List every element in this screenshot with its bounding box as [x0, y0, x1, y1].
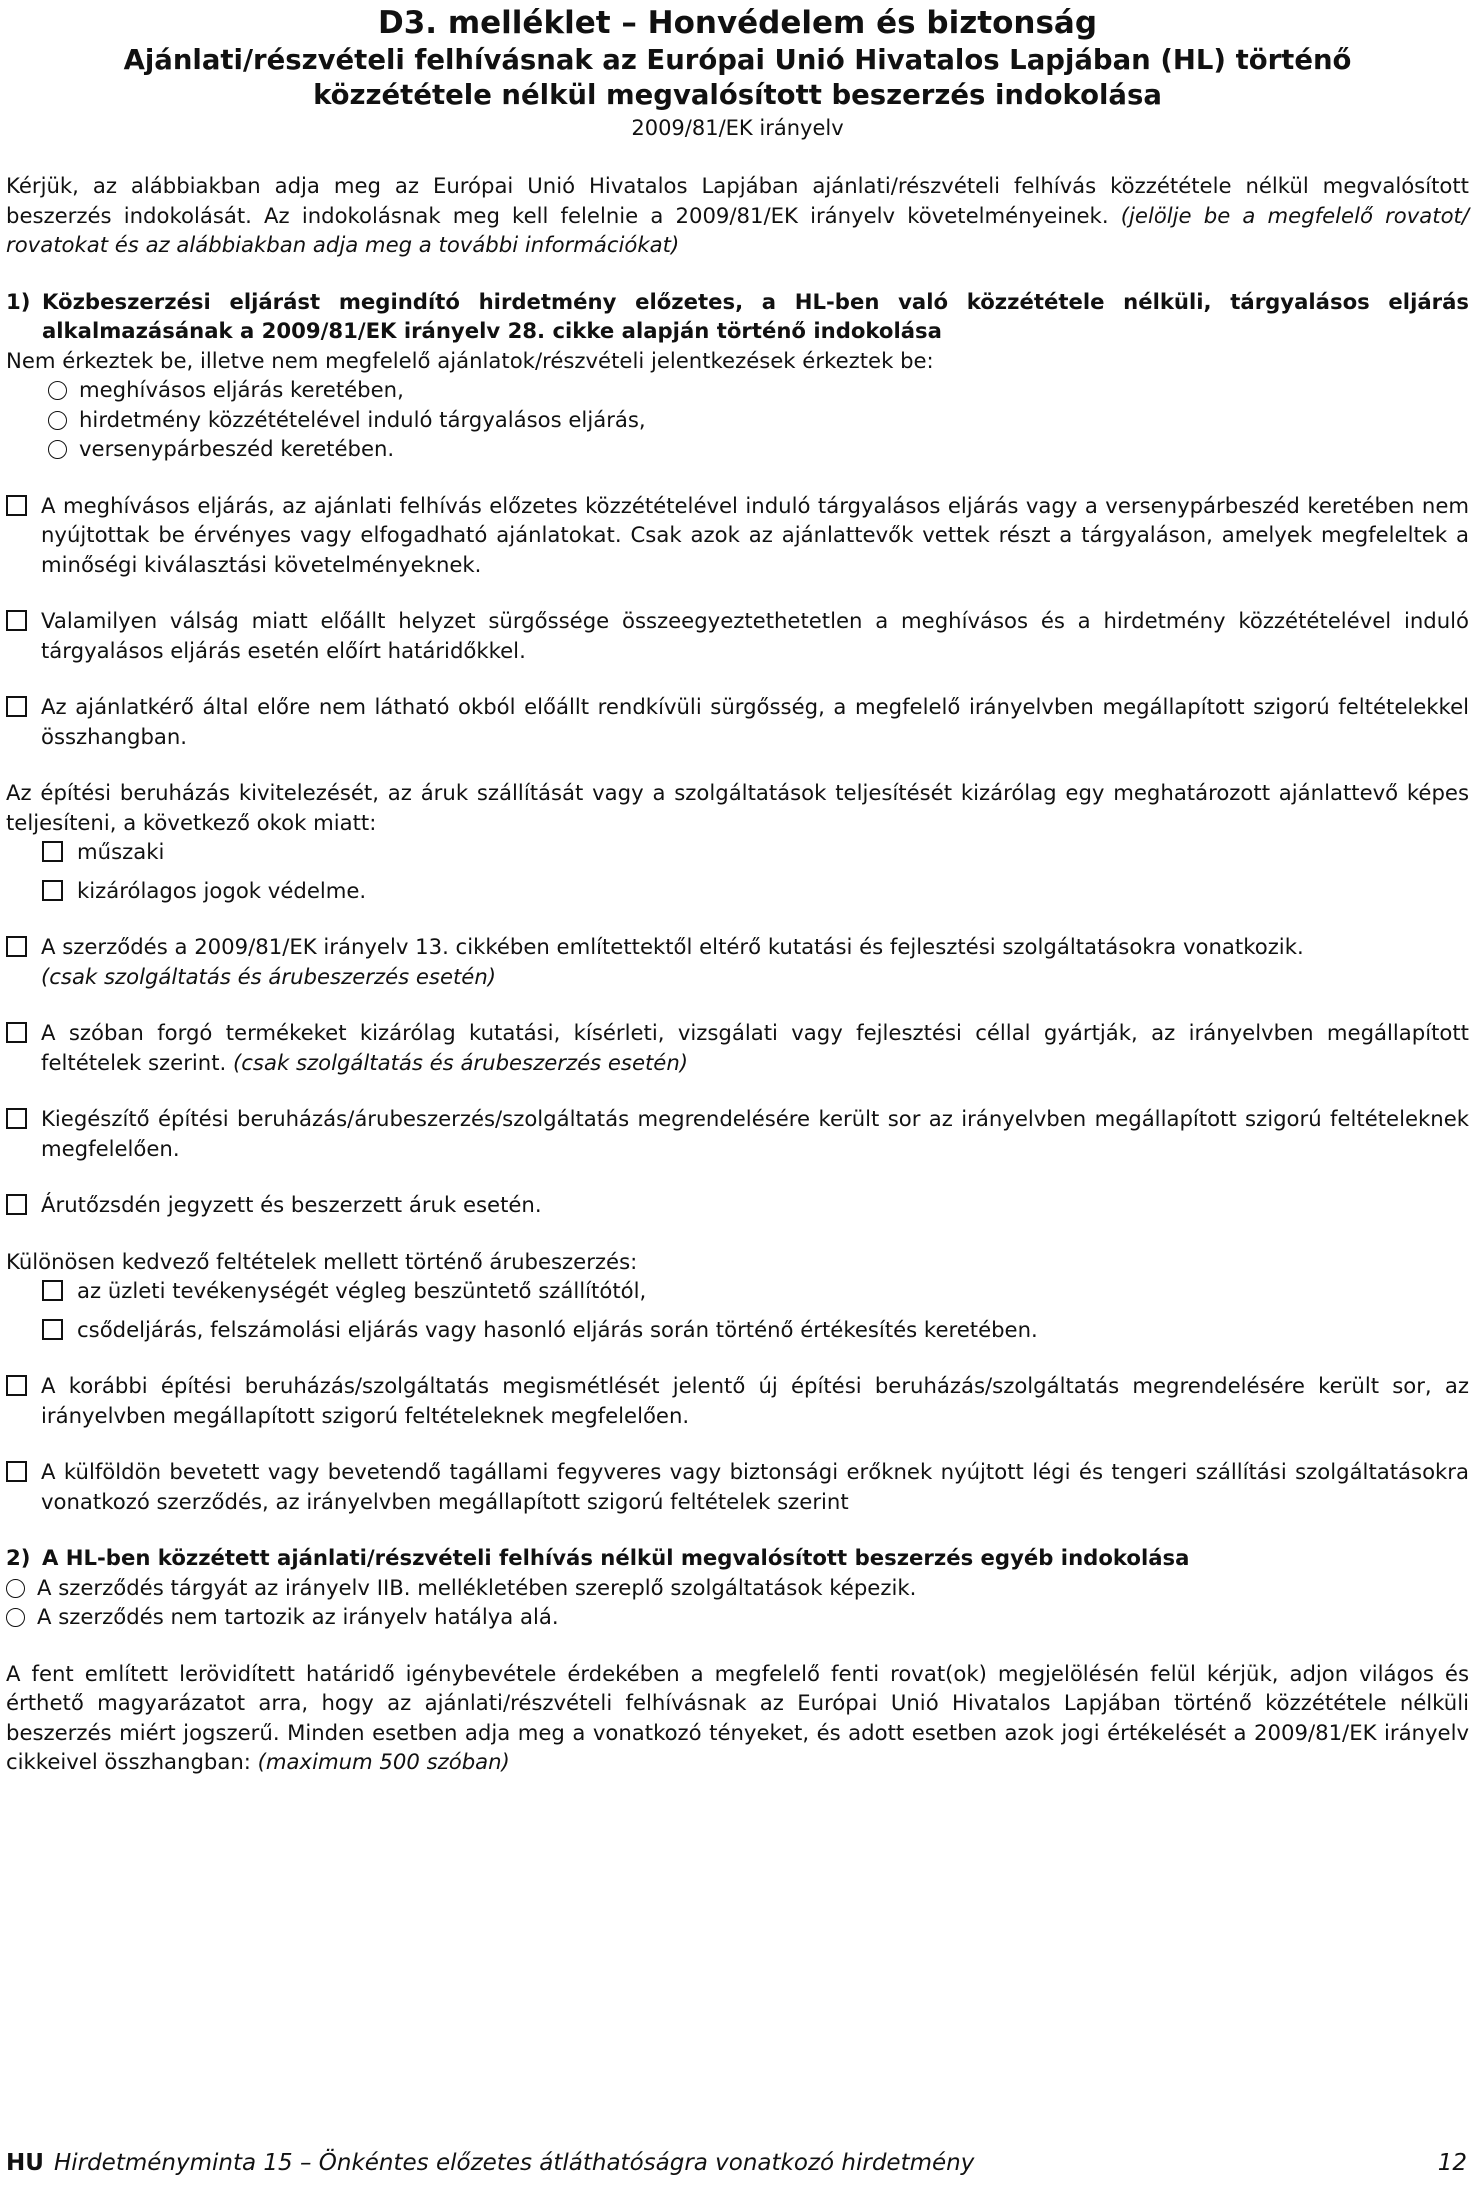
- checkbox[interactable]: [42, 1280, 63, 1301]
- intro-text: Kérjük, az alábbiakban adja meg az Európai Unió Hivatalos Lapjában ajánlati/részvételi felhívás közzététele nélkül megvalósított beszerzés indokolását. Az indokolásnak meg kell felelnie a 2009/81/EK irányelv követelményeinek.: [6, 173, 1469, 228]
- radio-label: versenypárbeszéd keretében.: [79, 436, 395, 461]
- page-footer: [6, 2148, 1467, 2178]
- checkbox[interactable]: [6, 1194, 27, 1215]
- radio-option-hirdetmeny[interactable]: [48, 405, 1469, 435]
- no-offers-intro: Nem érkeztek be, illetve nem megfelelő ajánlatok/részvételi jelentkezések érkeztek be:: [6, 347, 934, 373]
- footer-title: Hirdetményminta 15 – Önkéntes előzetes átláthatóságra vonatkozó hirdetmény: [53, 2150, 975, 2176]
- radio-button[interactable]: [48, 381, 67, 400]
- radio-label: hirdetmény közzétételével induló tárgyalásos eljárás,: [79, 406, 646, 432]
- favourable-conditions-intro: Különösen kedvező feltételek mellett történő árubeszerzés:: [6, 1248, 638, 1274]
- checkbox-item-insolvency[interactable]: [42, 1315, 1469, 1345]
- checkbox-label-text: A szóban forgó termékeket kizárólag kutatási, kísérleti, vizsgálati vagy fejlesztési céllal gyártják, az irányelvben megállapított feltételek szerint.: [41, 1020, 1469, 1075]
- radio-option-meghivasos[interactable]: [48, 375, 1469, 405]
- form-subtitle-line-1: Ajánlati/részvételi felhívásnak az Európai Unió Hivatalos Lapjában (HL) történő: [123, 44, 1352, 76]
- document-page: [6, 0, 1469, 1777]
- checkbox[interactable]: [6, 696, 27, 717]
- checkbox-item-technical[interactable]: [42, 837, 1469, 867]
- section-1-number: 1): [6, 288, 31, 314]
- section-2-heading: [6, 1543, 1469, 1573]
- radio-option-versenyparbeszed[interactable]: [48, 434, 1469, 464]
- checkbox[interactable]: [6, 1022, 27, 1043]
- closing-paragraph: [6, 1659, 1469, 1777]
- single-supplier-intro: Az építési beruházás kivitelezését, az áruk szállítását vagy a szolgáltatások teljesítését kizárólag egy meghatározott ajánlattevő képes teljesíteni, a következő okok miatt:: [6, 780, 1469, 835]
- checkbox-label: az üzleti tevékenységét végleg beszüntető szállítótól,: [77, 1278, 647, 1303]
- checkbox-label: A korábbi építési beruházás/szolgáltatás megismétlését jelentő új építési beruházás/szolgáltatás megrendelésére került sor, az irányelvben megállapított szigorú feltételeknek megfelelően.: [41, 1373, 1469, 1428]
- radio-label: A szerződés tárgyát az irányelv IIB. mellékletében szereplő szolgáltatások képezik.: [37, 1574, 917, 1600]
- radio-button[interactable]: [48, 411, 67, 430]
- checkbox-item-crisis[interactable]: [6, 606, 1469, 665]
- checkbox-label-note: (csak szolgáltatás és árubeszerzés esetén): [41, 963, 497, 989]
- checkbox[interactable]: [42, 841, 63, 862]
- section-2-title: A HL-ben közzétett ajánlati/részvételi felhívás nélkül megvalósított beszerzés egyéb indokolása: [42, 1545, 1190, 1570]
- intro-paragraph: [6, 171, 1469, 260]
- checkbox-item-research[interactable]: [6, 932, 1469, 991]
- checkbox[interactable]: [6, 495, 27, 516]
- footer-language: HU: [6, 2150, 44, 2176]
- checkbox[interactable]: [6, 936, 27, 957]
- section-1-heading: [6, 287, 1469, 346]
- checkbox-label: kizárólagos jogok védelme.: [77, 877, 367, 903]
- single-supplier-checkbox-group: [6, 837, 1469, 905]
- radio-label: A szerződés nem tartozik az irányelv hatálya alá.: [37, 1604, 559, 1629]
- checkbox-label: Valamilyen válság miatt előállt helyzet sürgőssége összeegyeztethetetlen a meghívásos és a hirdetmény közzétételével induló tárgyalásos eljárás esetén előírt határidőkkel.: [41, 608, 1469, 663]
- checkbox-item-no-valid-offers[interactable]: [6, 491, 1469, 580]
- checkbox-item-commodity-market[interactable]: [6, 1190, 1469, 1220]
- directive-reference: 2009/81/EK irányelv: [631, 116, 844, 140]
- radio-button[interactable]: [6, 1579, 25, 1598]
- checkbox-label-text: A szerződés a 2009/81/EK irányelv 13. cikkében említettektől eltérő kutatási és fejlesztési szolgáltatásokra vonatkozik.: [41, 934, 1304, 959]
- closing-text: A fent említett lerövidített határidő igénybevétele érdekében a megfelelő fenti rovat(ok) megjelölésén felül kérjük, adjon világos és érthető magyarázatot arra, hogy az ajánlati/részvételi felhívásnak az Európai Unió Hivatalos Lapjában történő közzététele nélküli beszerzés miért jogszerű. Minden esetben adja meg a vonatkozó tényeket, és adott esetben azok jogi értékelését a 2009/81/EK irányelv cikkeivel összhangban:: [6, 1660, 1469, 1774]
- favourable-conditions-checkbox-group: [6, 1276, 1469, 1344]
- checkbox-item-additional[interactable]: [6, 1104, 1469, 1163]
- checkbox-item-winding-up[interactable]: [42, 1276, 1469, 1306]
- checkbox[interactable]: [42, 1319, 63, 1340]
- checkbox-label-note: (csak szolgáltatás és árubeszerzés esetén): [233, 1049, 689, 1075]
- checkbox-label: [41, 932, 1469, 991]
- checkbox-label: Az ajánlatkérő által előre nem látható okból előállt rendkívüli sürgősség, a megfelelő irányelvben megállapított szigorú feltételekkel összhangban.: [41, 694, 1469, 749]
- checkbox[interactable]: [6, 1108, 27, 1129]
- intro-instruction: (jelölje be a megfelelő rovatot/ rovatokat és az alábbiakban adja meg a további információkat): [6, 202, 1470, 257]
- radio-option-out-of-scope[interactable]: [6, 1602, 1469, 1632]
- checkbox[interactable]: [6, 1375, 27, 1396]
- section-2-number: 2): [6, 1545, 31, 1570]
- checkbox-label: A külföldön bevetett vagy bevetendő tagállami fegyveres vagy biztonsági erőknek nyújtott légi és tengeri szállítási szolgáltatásokra vonatkozó szerződés, az irányelvben megállapított szigorú feltételek szerint: [41, 1459, 1469, 1514]
- section-1-title: Közbeszerzési eljárást megindító hirdetmény előzetes, a HL-ben való közzététele nélküli, tárgyalásos eljárás alkalmazásának a 2009/81/EK irányelv 28. cikke alapján történő indokolása: [42, 288, 1469, 343]
- checkbox-label: Kiegészítő építési beruházás/árubeszerzés/szolgáltatás megrendelésére került sor az irányelvben megállapított szigorú feltételeknek megfelelően.: [41, 1106, 1469, 1161]
- checkbox-item-repetition[interactable]: [6, 1371, 1469, 1430]
- form-subtitle-line-2: közzététele nélkül megvalósított beszerzés indokolása: [313, 79, 1162, 111]
- checkbox-item-urgency[interactable]: [6, 692, 1469, 751]
- radio-label: meghívásos eljárás keretében,: [79, 377, 404, 402]
- checkbox[interactable]: [6, 610, 27, 631]
- checkbox-item-research-products[interactable]: [6, 1018, 1469, 1077]
- checkbox[interactable]: [42, 880, 63, 901]
- checkbox-label: [41, 1018, 1469, 1077]
- closing-word-limit: (maximum 500 szóban): [257, 1749, 510, 1774]
- radio-option-annex-iib[interactable]: [6, 1573, 1469, 1603]
- checkbox-item-transport-services[interactable]: [6, 1457, 1469, 1516]
- checkbox-item-exclusive-rights[interactable]: [42, 876, 1469, 906]
- checkbox-label: A meghívásos eljárás, az ajánlati felhívás előzetes közzétételével induló tárgyalásos eljárás vagy a versenypárbeszéd keretében nem nyújtottak be érvényes vagy elfogadható ajánlatokat. Csak azok az ajánlattevők vettek részt a tárgyaláson, amelyek megfeleltek a minőségi kiválasztási követelményeknek.: [41, 492, 1469, 577]
- checkbox-label: Árutőzsdén jegyzett és beszerzett áruk esetén.: [41, 1192, 542, 1217]
- checkbox[interactable]: [6, 1461, 27, 1482]
- checkbox-label: műszaki: [77, 839, 165, 864]
- page-number: 12: [1437, 2150, 1467, 2176]
- checkbox-label: csődeljárás, felszámolási eljárás vagy hasonló eljárás során történő értékesítés keretében.: [77, 1316, 1038, 1342]
- radio-button[interactable]: [48, 440, 67, 459]
- annex-title: D3. melléklet – Honvédelem és biztonság: [377, 5, 1098, 41]
- radio-button[interactable]: [6, 1608, 25, 1627]
- no-offers-radio-group: [6, 375, 1469, 464]
